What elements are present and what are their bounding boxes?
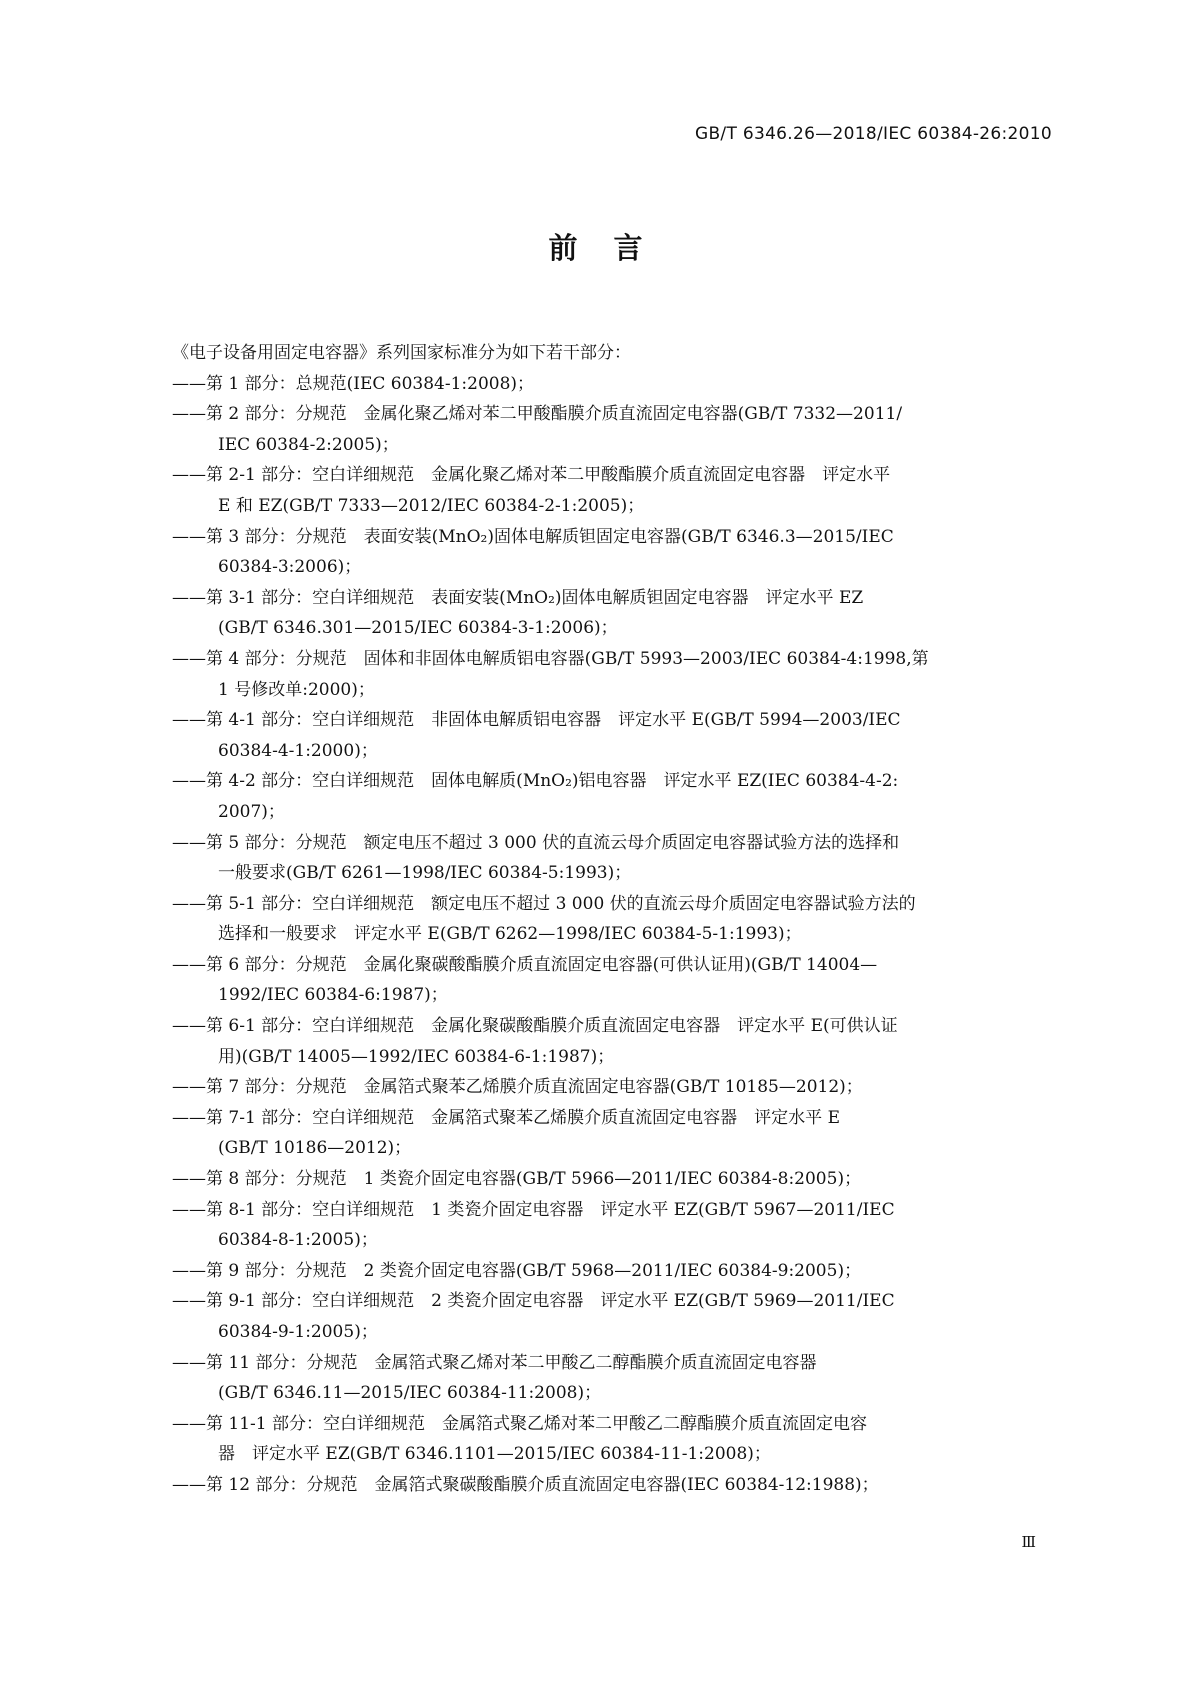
list-item — [172, 1164, 1052, 1195]
list-item-continuation-line: 60384-4-1:2000)； — [218, 740, 378, 761]
list-item-line: ——第 4-2 部分：空白详细规范 固体电解质(MnO₂)铝电容器 评定水平 EZ(IEC 60384-4-2: — [172, 771, 899, 792]
list-item — [172, 644, 1052, 705]
list-item-continuation-line: E 和 EZ(GB/T 7333—2012/IEC 60384-2-1:2005)； — [218, 495, 645, 516]
list-item-line: ——第 11-1 部分：空白详细规范 金属箔式聚乙烯对苯二甲酸乙二醇酯膜介质直流固定电容 — [172, 1413, 867, 1434]
list-item — [172, 399, 1052, 460]
list-item-line: ——第 6 部分：分规范 金属化聚碳酸酯膜介质直流固定电容器(可供认证用)(GB/T 14004— — [172, 954, 878, 975]
list-item — [172, 828, 1052, 889]
list-item-line: ——第 3-1 部分：空白详细规范 表面安装(MnO₂)固体电解质钽固定电容器 评定水平 EZ — [172, 587, 864, 608]
list-item-line: ——第 4 部分：分规范 固体和非固体电解质铝电容器(GB/T 5993—2003/IEC 60384-4:1998,第 — [172, 648, 929, 669]
list-item — [172, 1470, 1052, 1501]
list-item-line: ——第 7-1 部分：空白详细规范 金属箔式聚苯乙烯膜介质直流固定电容器 评定水平 E — [172, 1107, 840, 1128]
standard-code-header: GB/T 6346.26—2018/IEC 60384-26:2010 — [694, 124, 1052, 144]
list-item-line: ——第 9 部分：分规范 2 类瓷介固定电容器(GB/T 5968—2011/IEC 60384-9:2005)； — [172, 1260, 862, 1281]
list-item — [172, 369, 1052, 400]
page-number: Ⅲ — [1021, 1533, 1036, 1551]
list-item — [172, 1256, 1052, 1287]
parts-list — [172, 369, 1052, 1501]
list-item — [172, 1348, 1052, 1409]
list-item — [172, 1286, 1052, 1347]
list-item — [172, 766, 1052, 827]
page-title: 前言 — [548, 231, 679, 265]
list-item-line: ——第 5-1 部分：空白详细规范 额定电压不超过 3 000 伏的直流云母介质固定电容器试验方法的 — [172, 893, 916, 914]
list-item — [172, 1072, 1052, 1103]
list-item-continuation-line: 2007)； — [218, 801, 285, 822]
list-item — [172, 889, 1052, 950]
list-item-continuation-line: (GB/T 6346.11—2015/IEC 60384-11:2008)； — [218, 1383, 602, 1404]
list-item — [172, 460, 1052, 521]
list-item — [172, 1195, 1052, 1256]
list-item-continuation-line: 器 评定水平 EZ(GB/T 6346.1101—2015/IEC 60384-11-1:2008)； — [218, 1444, 771, 1465]
list-item-continuation-line: 1992/IEC 60384-6:1987)； — [218, 985, 448, 1006]
list-item-continuation-line: 1 号修改单:2000)； — [218, 679, 375, 700]
list-item-line: ——第 3 部分：分规范 表面安装(MnO₂)固体电解质钽固定电容器(GB/T 6346.3—2015/IEC — [172, 526, 894, 547]
list-item-line: ——第 1 部分：总规范(IEC 60384-1:2008)； — [172, 373, 535, 394]
list-item-line: ——第 2 部分：分规范 金属化聚乙烯对苯二甲酸酯膜介质直流固定电容器(GB/T 7332—2011/ — [172, 404, 903, 425]
list-item-line: ——第 8-1 部分：空白详细规范 1 类瓷介固定电容器 评定水平 EZ(GB/T 5967—2011/IEC — [172, 1199, 895, 1220]
list-item-line: ——第 8 部分：分规范 1 类瓷介固定电容器(GB/T 5966—2011/IEC 60384-8:2005)； — [172, 1169, 862, 1190]
foreword-body — [172, 338, 1052, 1501]
list-item — [172, 1011, 1052, 1072]
list-item — [172, 583, 1052, 644]
list-item-line: ——第 4-1 部分：空白详细规范 非固体电解质铝电容器 评定水平 E(GB/T 5994—2003/IEC — [172, 710, 901, 731]
list-item-line: ——第 2-1 部分：空白详细规范 金属化聚乙烯对苯二甲酸酯膜介质直流固定电容器 评定水平 — [172, 465, 891, 486]
list-item-line: ——第 7 部分：分规范 金属箔式聚苯乙烯膜介质直流固定电容器(GB/T 10185—2012)； — [172, 1077, 863, 1098]
list-item-continuation-line: 60384-9-1:2005)； — [218, 1322, 378, 1342]
list-item-continuation-line: 60384-3:2006)； — [218, 557, 362, 578]
list-item-continuation-line: (GB/T 10186—2012)； — [218, 1138, 412, 1159]
list-item-continuation-line: 60384-8-1:2005)； — [218, 1230, 378, 1251]
list-item-line: ——第 5 部分：分规范 额定电压不超过 3 000 伏的直流云母介质固定电容器试验方法的选择和 — [172, 832, 900, 853]
list-item-continuation-line: 一般要求(GB/T 6261—1998/IEC 60384-5:1993)； — [218, 863, 632, 884]
list-item — [172, 705, 1052, 766]
list-item — [172, 950, 1052, 1011]
list-item-continuation-line: (GB/T 6346.301—2015/IEC 60384-3-1:2006)； — [218, 618, 618, 639]
intro-paragraph: 《电子设备用固定电容器》系列国家标准分为如下若干部分： — [172, 343, 631, 363]
list-item-continuation-line: IEC 60384-2:2005)； — [218, 434, 399, 455]
list-item-continuation-line: 用)(GB/T 14005—1992/IEC 60384-6-1:1987)； — [218, 1046, 615, 1067]
list-item — [172, 1409, 1052, 1470]
list-item-line: ——第 12 部分：分规范 金属箔式聚碳酸酯膜介质直流固定电容器(IEC 60384-12:1988)； — [172, 1474, 879, 1495]
list-item-line: ——第 9-1 部分：空白详细规范 2 类瓷介固定电容器 评定水平 EZ(GB/T 5969—2011/IEC — [172, 1291, 895, 1312]
list-item-continuation-line: 选择和一般要求 评定水平 E(GB/T 6262—1998/IEC 60384-5-1:1993)； — [218, 924, 802, 945]
list-item — [172, 522, 1052, 583]
list-item-line: ——第 6-1 部分：空白详细规范 金属化聚碳酸酯膜介质直流固定电容器 评定水平 E(可供认证 — [172, 1016, 898, 1037]
list-item-line: ——第 11 部分：分规范 金属箔式聚乙烯对苯二甲酸乙二醇酯膜介质直流固定电容器 — [172, 1352, 817, 1373]
list-item — [172, 1103, 1052, 1164]
